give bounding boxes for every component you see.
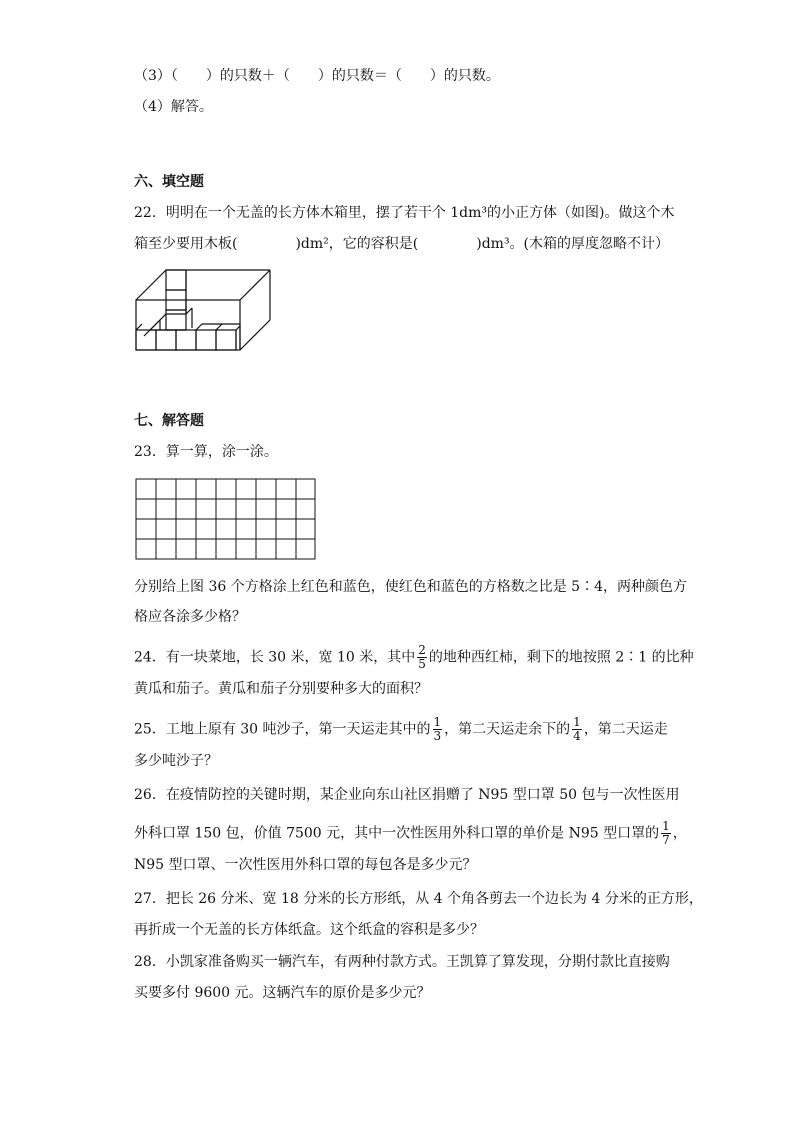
q25-fraction-1 [433, 716, 443, 743]
q3-text: （3）（ ）的只数＋（ ）的只数＝（ ）的只数。 [134, 68, 500, 84]
q26-line2 [134, 820, 687, 847]
q24-line1 [134, 644, 694, 671]
q26-line1: 26．在疫情防控的关键时期，某企业向东山社区捐赠了 N95 型口罩 50 包与一次性医用 [134, 787, 680, 803]
q26-line3: N95 型口罩、一次性医用外科口罩的每包各是多少元？ [134, 857, 477, 873]
q24-b: 的地种西红柿，剩下的地按照 2∶1 的比种 [428, 649, 694, 666]
q25-frac2-den: 4 [573, 729, 581, 743]
box-figure [130, 262, 280, 362]
q24-a: 24．有一块菜地，长 30 米，宽 10 米，其中 [134, 649, 416, 666]
q22-line2 [134, 234, 669, 254]
q24-fraction [417, 644, 427, 671]
q23-line2: 格应各涂多少格？ [134, 609, 246, 625]
q25-frac1-num: 1 [433, 715, 442, 729]
q24-line2: 黄瓜和茄子。黄瓜和茄子分别要种多大的面积？ [134, 681, 428, 697]
q23-title: 23．算一算，涂一涂。 [134, 444, 278, 460]
q22-line2-c: )dm³。(木箱的厚度忽略不计） [476, 236, 670, 252]
q26-frac-den: 7 [662, 833, 670, 847]
q25-line1 [134, 716, 668, 743]
q27-line1: 27．把长 26 分米、宽 18 分米的长方形纸，从 4 个角各剪去一个边长为 4 分米的正方形， [134, 891, 703, 907]
q26-fraction [661, 820, 671, 847]
q26-frac-num: 1 [662, 819, 670, 833]
q24-frac-num: 2 [418, 643, 426, 657]
q27-line2: 再折成一个无盖的长方体纸盒。这个纸盒的容积是多少？ [134, 922, 484, 938]
q28-line1: 28．小凯家准备购买一辆汽车，有两种付款方式。王凯算了算发现，分期付款比直接购 [134, 954, 670, 970]
q25-a: 25．工地上原有 30 吨沙子，第一天运走其中的 [134, 721, 431, 738]
section-7-title: 七、解答题 [134, 413, 204, 429]
q25-frac2-num: 1 [573, 715, 581, 729]
q26-line2-end: ， [672, 825, 687, 842]
q22-line2-a: 箱至少要用木板( [134, 236, 238, 252]
grid-36-squares [135, 478, 317, 562]
q23-line1: 分别给上图 36 个方格涂上红色和蓝色，使红色和蓝色的方格数之比是 5∶4，两种颜色方 [134, 579, 687, 595]
q28-line2: 买要多付 9600 元。这辆汽车的原价是多少元？ [134, 985, 431, 1001]
section-6-title: 六、填空题 [134, 174, 204, 190]
q24-frac-den: 5 [418, 657, 426, 671]
q25-line2: 多少吨沙子？ [134, 753, 218, 769]
q25-c: ，第二天运走 [583, 721, 668, 738]
q25-b: ，第二天运走余下的 [444, 721, 571, 738]
q26-line2-text: 外科口罩 150 包，价值 7500 元，其中一次性医用外科口罩的单价是 N95 型口罩的 [134, 825, 660, 842]
q22-line1: 22．明明在一个无盖的长方体木箱里，摆了若干个 1dm³的小正方体（如图)。做这个木 [134, 205, 675, 221]
q22-line2-b: )dm²，它的容积是( [295, 236, 419, 252]
q25-frac1-den: 3 [433, 729, 442, 743]
q4-text: （4）解答。 [134, 99, 213, 115]
q25-fraction-2 [572, 716, 582, 743]
